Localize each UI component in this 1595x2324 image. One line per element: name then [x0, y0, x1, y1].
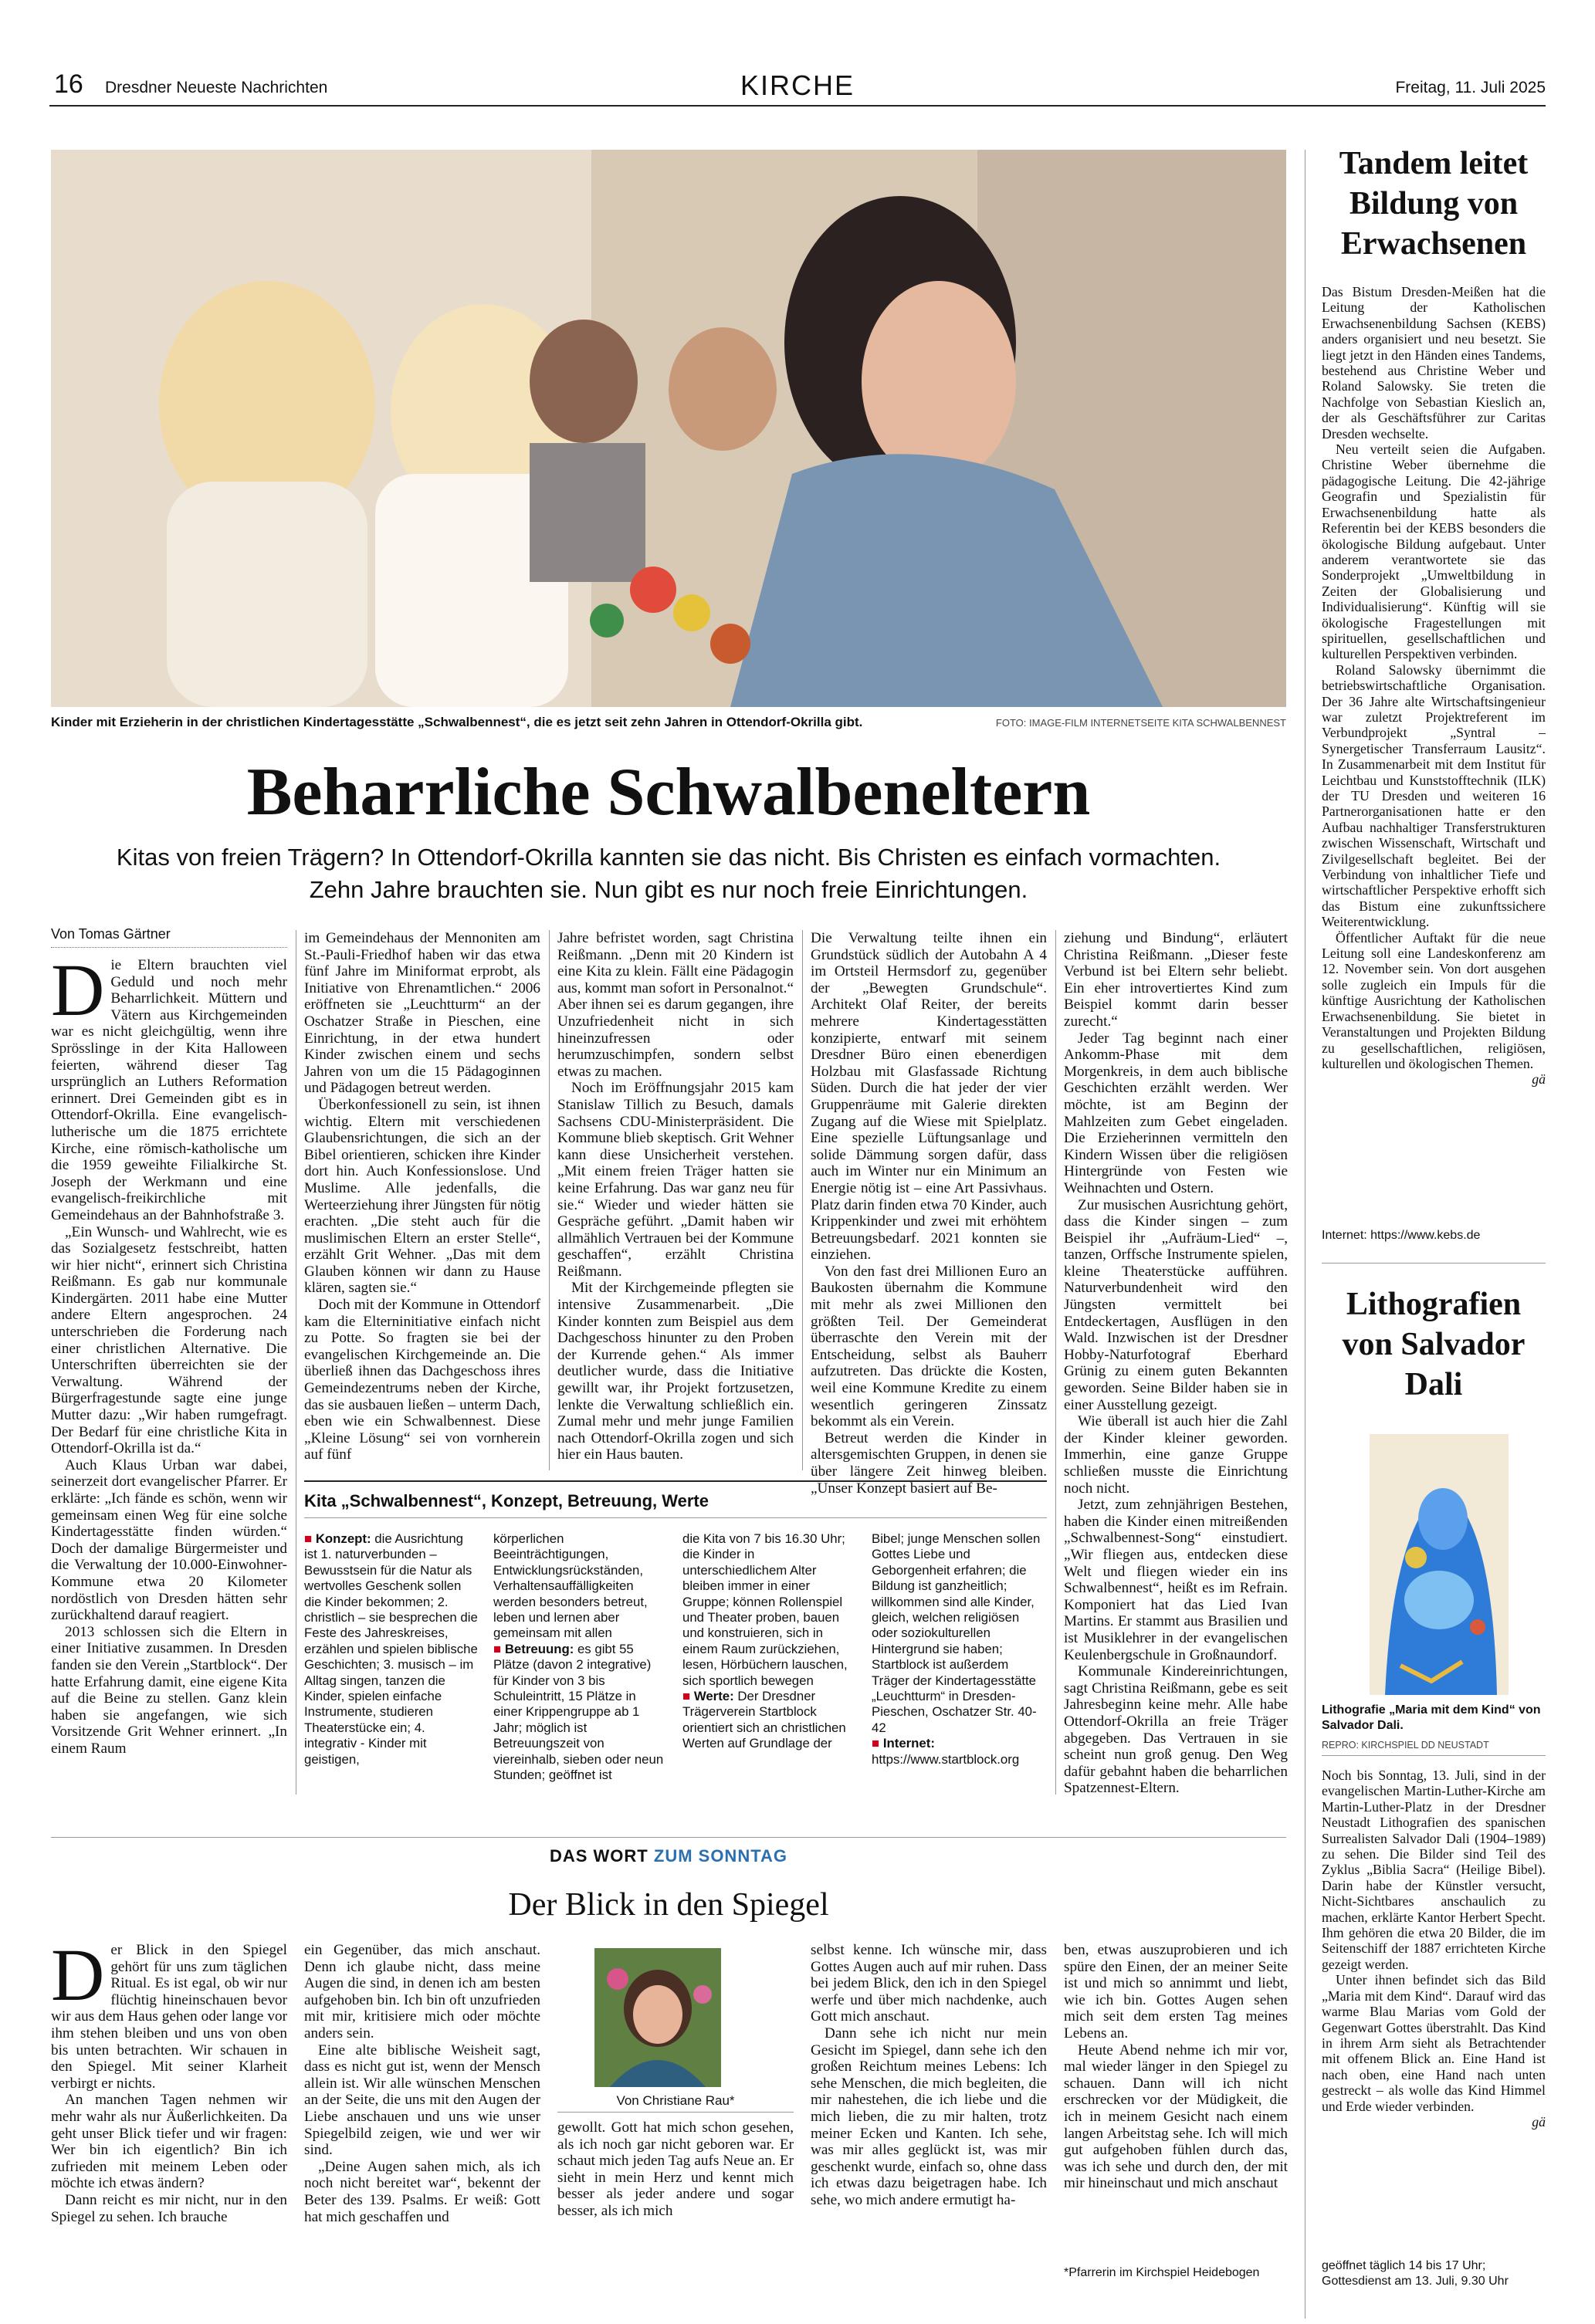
wort-title: Der Blick in den Spiegel [508, 1887, 829, 1923]
section-title: KIRCHE [740, 69, 855, 101]
paragraph: Neu verteilt seien die Aufgaben. Christine Weber übernehme die pädagogische Leitung. Die 42-jährige Geografin und Spezialistin für Erwachsenenbildung hatte als Referentin bei der KEBS besonders die ökologische Bildung aufgebaut. Unter anderem verantwortete sie das Sonderprojekt „Umweltbildung in Zeiten der Globalisierung und Individualisierung“. Künftig will sie ökologische Fragestellungen mit spirituellen, gesellschaftlichen und kulturellen Perspektiven verbinden. [1322, 441, 1546, 662]
paragraph: An manchen Tagen nehmen wir mehr wahr als nur Äußerlichkeiten. Da geht unser Blick tiefer und wir fragen: Wer bin ich eigentlich? Bin ich zufrieden mit meinem Leben oder möchte ich etwas ändern? [51, 2092, 287, 2192]
paragraph: Das Bistum Dresden-Meißen hat die Leitung der Katholischen Erwachsenenbildung Sachsen (KEBS) anders organisiert und neu besetzt. Sie liegt jetzt in den Händen eines Tandems, bestehend aus Christine Weber und Roland Salowsky. Sie treten die Nachfolge von Sebastian Kieslich an, der als Geschäftsführer zur Caritas Dresden wechselte. [1322, 284, 1546, 441]
paragraph: 2013 schlossen sich die Eltern in einer Initiative zusammen. In Dresden fanden sie den Verein „Startblock“. Der hatte Erfahrung damit, eine eigene Kita auf die Beine zu stellen. Ganz klein haben sie angefangen, wie sich Vorsitzende Grit Wehner erinnert. „In einem Raum [51, 1623, 287, 1757]
sidebar-1-title: Tandem leitet Bildung von Erwachsenen [1339, 146, 1529, 262]
column-rule [1055, 930, 1056, 1795]
issue-date: Freitag, 11. Juli 2025 [1395, 79, 1546, 96]
paragraph: Öffentlicher Auftakt für die neue Leitung soll eine Landeskonferenz am 12. November sein. Von dort ausgehen solle zugleich ein Impuls für die künftige Ausrichtung der Katholischen Erwachsenenbildung. Sie bietet in Veranstaltungen und Projekten Bildung zu gesellschaftlichen, religiösen, kulturellen und ökologischen Themen. [1322, 929, 1546, 1071]
paragraph: Die Verwaltung teilte ihnen ein Grundstück südlich der Autobahn A 4 im Ortsteil Hermsdorf zu, gegenüber der „Bewegten Grundschule“. Architekt Olaf Reiter, der bereits mehrere Kindertagesstätten konzipierte, entwarf mit seinem Dresdner Büro einen ebenerdigen Holzbau mit Glasfassade Richtung Süden. Durch die hat jeder der vier Gruppenräume mit Galerie direkten Zugang auf die Wiese mit Spielplatz. Eine spezielle Lüftungsanlage und solide Dämmung sorgen dafür, dass auch im Winter nur ein Minimum an Energie nötig ist – eine Art Passivhaus. Platz darin finden etwa 70 Kinder, auch Krippenkinder und zwei mit erhöhtem Betreuungsbedarf. 2021 konnten sie einziehen. [811, 930, 1047, 1263]
dali-hours: geöffnet täglich 14 bis 17 Uhr; Gottesdienst am 13. Juli, 9.30 Uhr [1322, 2259, 1509, 2288]
paragraph: Auch Klaus Urban war dabei, seinerzeit dort evangelischer Pfarrer. Er erklärte: „Ich fände es schön, wenn wir gemeinsam einen Weg für eine solche Kindertagesstätte finden würden.“ Doch der damalige Bürgermeister und die Verwaltung der 10.000-Einwohner-Kommune etwa 20 Kilometer nordöstlich von Dresden hätten sehr zurückhaltend darauf reagiert. [51, 1456, 287, 1624]
photo-credit: FOTO: IMAGE-FILM INTERNETSEITE KITA SCHWALBENNEST [995, 717, 1286, 729]
article-col-3 [557, 930, 794, 1463]
paragraph: Noch bis Sonntag, 13. Juli, sind in der evangelischen Martin-Luther-Kirche am Martin-Luther-Platz in der Dresdner Neustadt Lithografien des spanischen Surrealisten Salvador Dali (1904–1989) zu sehen. Die Bilder sind Teil des Zyklus „Biblia Sacra“ (Heilige Bibel). Darin habe der Künstler versucht, Nicht-Sichtbares anschaulich zu machen, erklärte Kantor Herbert Specht. Ihm gehören die etwa 20 Bilder, die im Seitenschiff der 1887 errichteten Kirche gezeigt werden. [1322, 1768, 1546, 1972]
article-headline: Beharrliche Schwalbeneltern [246, 755, 1091, 830]
paragraph: „Deine Augen sahen mich, als ich noch nicht bereitet war“, bekennt der Beter des 139. Psalms. Er weiß: Gott hat mich geschaffen und [304, 2158, 540, 2225]
wort-kicker-a: DAS WORT [549, 1846, 654, 1866]
wort-col-1 [51, 1933, 287, 2225]
paragraph: er Blick in den Spiegel gehört für uns zum täglichen Ritual. Es ist egal, ob wir nur flüchtig hineinschauen bevor wir aus dem Haus gehen oder lange vor ihm stehen bleiben und uns von oben bis unten betrachten. Wir schauen in den Spiegel. Mit seiner Klarheit verbirgt er nichts. [51, 1942, 287, 2092]
lithograph-illustration [1370, 1434, 1509, 1695]
paragraph: Von den fast drei Millionen Euro an Baukosten übernahm die Kommune mit mehr als zwei Millionen den größten Teil. Der Gemeinderat überraschte den Verein mit der Entscheidung, selbst als Bauherr aufzutreten. Das drückte die Kosten, weil eine Kommune Kredite zu einem wesentlich geringeren Zinssatz bekommt als ein Verein. [811, 1263, 1047, 1430]
paragraph: Jahre befristet worden, sagt Christina Reißmann. „Denn mit 20 Kindern ist eine Kita zu klein. Fällt eine Pädagogin aus, kommt man sofort in Personalnot.“ Aber ihnen sei es darum gegangen, ihre Unzufriedenheit nicht in sich hineinzufressen oder herumzuschimpfen, sondern selbst etwas zu machen. [557, 930, 794, 1080]
paragraph: Jeder Tag beginnt nach einer Ankomm-Phase mit dem Morgenkreis, in dem auch biblische Geschichten erzählt werden. Wer möchte, ist am Beginn der Mahlzeiten zum Gebet eingeladen. Die Erzieherinnen vermitteln den Kindern Wissen über die religiösen Hintergründe von Festen wie Weihnachten und Ostern. [1064, 1030, 1288, 1196]
paragraph: Dann sehe ich nicht nur mein Gesicht im Spiegel, dann sehe ich den großen Reichtum meines Lebens: Ich sehe Menschen, die mich begleiten, die mir nahestehen, die ich liebe und die mich lieben, die zu mir halten, trotz meiner Ecken und Kanten. Ich sehe, was mir alles geglückt ist, was mir geschenkt wurde, einfach so, ohne dass ich etwas dazu beigetragen habe. Ich sehe, wo mich andere ermutigt ha- [811, 2025, 1047, 2208]
wort-col-2 [304, 1942, 540, 2225]
column-rule [802, 930, 803, 1470]
signature: gä [1532, 2113, 1546, 2129]
paragraph: Roland Salowsky übernimmt die betriebswirtschaftliche Organisation. Der 36 Jahre alte Wirtschaftsingenieur war zuletzt Projektreferent im Verbundprojekt „Syntral – Synergetischer Transferraum Lausitz“. In Zusammenarbeit mit dem Institut für Leichtbau und Kunststofftechnik (ILK) der TU Dresden und weiteren 16 Partnerorganisationen hatte er den Aufbau nachhaltiger Transferstrukturen zwischen Wissenschaft, Wirtschaft und Zivilgesellschaft begleitet. Bei der Verbindung von inhaltlicher Tiefe und wirtschaftlicher Perspektive erhofft sich das Bistum eine zukunftssichere Weiterentwicklung. [1322, 661, 1546, 930]
article-col-1 [51, 949, 287, 1757]
paragraph: Jetzt, zum zehnjährigen Bestehen, haben die Kinder einen mitreißenden „Schwalbennest-Song“ einstudiert. „Wir fliegen aus, entdecken diese Welt und fliegen wieder ein ins Schwalbennest“, heißt es im Refrain. Komponiert hat das Lied Ivan Martins. Er stammt aus Brasilien und ist Musiklehrer in der evangelischen Keulenbergschule in Großnaundorf. [1064, 1497, 1288, 1663]
paragraph: „Ein Wunsch- und Wahlrecht, wie es das Sozialgesetz festschreibt, hatten wir hier nicht“, erinnert sich Christina Reißmann. Es gab nur kommunale Kindergärten. 2011 habe eine Mutter andere Eltern angesprochen. 24 unterschrieben die Forderung nach einer christlichen Alternative. Die Unterschriften überreichten sie der Verwaltung. Während der Bürgerfragestunde sagte eine junge Mutter dazu: „Wir haben rumgefragt. Der Bedarf für eine christliche Kita in Ottendorf-Okrilla ist da.“ [51, 1223, 287, 1457]
article-col-4 [811, 930, 1047, 1497]
dali-lithograph [1370, 1434, 1509, 1695]
paragraph: ziehung und Bindung“, erläutert Christina Reißmann. „Dieser feste Verbund ist bei Eltern sehr beliebt. Ein eher introvertiertes Kind zum Beispiel kommt darin besser zurecht.“ [1064, 930, 1288, 1030]
dali-caption: Lithografie „Maria mit dem Kind“ von Salvador Dali. [1322, 1703, 1541, 1732]
paragraph: Eine alte biblische Weisheit sagt, dass es nicht gut ist, wenn der Mensch allein ist. Wir alle wünschen Menschen an der Seite, die uns mit den Augen der Liebe anschauen und uns wie unser Spiegelbild zeigen, wie und wer wir sind. [304, 2042, 540, 2159]
paragraph: Kommunale Kindereinrichtungen, sagt Christina Reißmann, gebe es seit Jahresbeginn keine mehr. Alle habe Ottendorf-Okrilla an freie Träger abgegeben. Das Vertrauen in sie scheint nun groß genug. Den Weg dafür gebahnt haben die beharrlichen Spatzennest-Eltern. [1064, 1663, 1288, 1797]
wort-kicker-b: ZUM SONNTAG [653, 1846, 788, 1866]
drop-cap: D [51, 949, 105, 1031]
photo-caption: Kinder mit Erzieherin in der christlichen Kindertagesstätte „Schwalbennest“, die es jetzt seit zehn Jahren in Ottendorf-Okrilla gibt. [51, 715, 863, 729]
portrait-illustration [594, 1948, 721, 2087]
paragraph: Wie überall ist auch hier die Zahl der Kinder kleiner geworden. Immerhin, eine ganze Gruppe schließen musste die Einrichtung noch nicht. [1064, 1413, 1288, 1497]
publication-name: Dresdner Neueste Nachrichten [105, 79, 328, 96]
info-col-2: körperlichen Beeinträchtigungen, Entwicklungsrückständen, Verhaltensauffälligkeiten werden besonders betreut, leben und lernen aber gemeinsam mit allen ■ Betreuung: es gibt 55 Plätze (davon 2 integrative) für Kinder von 3 bis Schuleintritt, 15 Plätze in einer Krippengruppe ab 1 Jahr; möglich ist Betreuungszeit von viereinhalb, sieben oder neun Stunden; geöffnet ist [493, 1531, 664, 1783]
info-col-1: ■ Konzept: die Ausrichtung ist 1. naturverbunden – Bewusstsein für die Natur als wertvolles Geschenk sollen die Kinder bekommen; 2. christlich – sie besprechen die Feste des Jahreskreises, erzählen und spielen biblische Geschichten; 3. musisch – im Alltag singen, tanzen die Kinder, spielen einfache Instrumente, studieren Theaterstücke ein; 4. integrativ - Kinder mit geistigen, [304, 1531, 478, 1767]
kita-photo-illustration [51, 150, 1286, 707]
paragraph: ie Eltern brauchten viel Geduld und noch mehr Beharrlichkeit. Müttern und Vätern aus Kirchgemeinden war es nicht gleichgültig, wenn ihre Sprösslinge in der Kita Halloween feierten, während dieser Tag ursprünglich an Luthers Reformation erinnert. Drei Gemeinden gibt es in Ottendorf-Okrilla. Eine evangelisch-lutherische um die 1875 errichtete Kirche, eine römisch-katholische um die 1959 geweihte Filialkirche St. Joseph der Werkmann und eine evangelisch-freikirchliche mit Gemeindehaus an der Bahnhofstraße 3. [51, 957, 287, 1223]
wort-footnote: *Pfarrerin im Kirchspiel Heidebogen [1064, 2266, 1260, 2279]
page-number: 16 [54, 69, 83, 99]
article-col-2 [304, 930, 540, 1463]
sidebar-1-internet: Internet: https://www.kebs.de [1322, 1229, 1481, 1242]
paragraph: im Gemeindehaus der Mennoniten am St.-Pauli-Friedhof haben wir das etwa fünf Jahre im Miniformat erprobt, als Initiative von Ehrenamtlichen.“ 2006 eröffneten sie „Leuchtturm“ an der Oschatzer Straße in Pieschen, eine Einrichtung, in der etwa hundert Kinder zwischen einem und sechs Jahren von um die 15 Pädagoginnen und Pädagogen betreut werden. [304, 930, 540, 1097]
paragraph: gewollt. Gott hat mich schon gesehen, als ich noch gar nicht geboren war. Er schaut mich jeden Tag aufs Neue an. Er sieht in mein Herz und kennt mich besser als jeder andere und sogar besser, als ich mich [557, 2119, 794, 2219]
wort-col-5 [1064, 1942, 1288, 2192]
info-box-title: Kita „Schwalbennest“, Konzept, Betreuung, Werte [304, 1482, 1047, 1518]
paragraph: Überkonfessionell zu sein, ist ihnen wichtig. Eltern mit verschiedenen Glaubensrichtungen, die sich an der Bibel orientieren, schicken ihre Kinder dort hin. Auch Konfessionslose. Und Muslime. Alle jedenfalls, die Werteerziehung ihrer Jüngsten für nötig erachten. „Die steht auch für die muslimischen Eltern an erster Stelle“, erzählt Grit Wehner. „Das mit dem Glauben können wir dann zu Hause klären, sagten sie.“ [304, 1096, 540, 1297]
info-col-4: Bibel; junge Menschen sollen Gottes Liebe und Geborgenheit erfahren; die Bildung ist ganzheitlich; willkommen sind alle Kinder, gleich, welchen religiösen oder soziokulturellen Hintergrund sie haben; Startblock ist außerdem Träger der Kindertagesstätte „Leuchtturm“ in Dresden-Pieschen, Oschatzer Str. 40-42 ■ Internet: https://www.startblock.org [872, 1531, 1041, 1767]
paragraph: selbst kenne. Ich wünsche mir, dass Gottes Augen auch auf mir ruhen. Dass bei jedem Blick, den ich in den Spiegel werfe und über mich nachdenke, auch Gott mich anschaut. [811, 1942, 1047, 2025]
kita-photo [51, 150, 1286, 707]
paragraph: Zur musischen Ausrichtung gehört, dass die Kinder singen – zum Beispiel ihr „Aufräum-Lied“ –, tanzen, Orffsche Instrumente spielen, kleine Theaterstücke aufführen. Naturverbundenheit wird den Jüngsten vermittelt bei Entdeckertagen, Ausflügen in den Wald. Inzwischen ist der Dresdner Hobby-Naturfotograf Eberhard Grünig zu einem guten Bekannten geworden. Seine Bilder haben sie in einer Ausstellung gezeigt. [1064, 1196, 1288, 1413]
wort-col-4 [811, 1942, 1047, 2209]
drop-cap: D [51, 1933, 105, 2016]
wort-author: Von Christiane Rau* [557, 2093, 794, 2113]
paragraph: Unter ihnen befindet sich das Bild „Maria mit dem Kind“. Darauf wird das warme Blau Marias vom Gold der Gegenwart Gottes überstrahlt. Das Kind in ihrem Arm sieht als Betrachtender mit offenem Blick an. Eine Hand ist nach oben, eine Hand nach unten gestreckt – als wolle das Kind Himmel und Erde wieder verbinden. [1322, 1972, 1546, 2114]
column-rule [549, 930, 550, 1470]
author-portrait [594, 1948, 721, 2087]
sidebar-2-text [1322, 1768, 1546, 2129]
wort-col-3 [557, 2119, 794, 2220]
dali-credit: REPRO: KIRCHSPIEL DD NEUSTADT [1322, 1740, 1546, 1756]
article-deck: Kitas von freien Trägern? In Ottendorf-Okrilla kannten sie das nicht. Bis Christen es einfach vormachten. Zehn Jahre brauchten sie. Nun gibt es nur noch freie Einrichtungen. [116, 844, 1221, 903]
sidebar-1-text [1322, 284, 1546, 1088]
signature: gä [1532, 1071, 1546, 1088]
info-box [304, 1480, 1047, 1797]
article-col-5 [1064, 930, 1288, 1797]
page-header [49, 69, 1546, 107]
paragraph: Noch im Eröffnungsjahr 2015 kam Stanislaw Tillich zu Besuch, damals Sachsens CDU-Ministerpräsident. Die Kommune blieb skeptisch. Grit Wehner kann diese Unsicherheit verstehen. „Mit einem freien Träger hatten sie keine Erfahrung. Das war ganz neu für sie.“ Wieder und wieder hätten sie Gespräche geführt. „Damit haben wir allmählich Vertrauen bei der Kommune geschaffen“, erzählt Christina Reißmann. [557, 1080, 794, 1280]
paragraph: Doch mit der Kommune in Ottendorf kam die Elterninitiative einfach nicht zu Potte. So fragten sie bei der evangelischen Kirchgemeinde an. Die überließ ihnen das Dachgeschoss ihres Gemeindezentrums neben der Kirche, das sie ausbauen ließen – unterm Dach, eben wie ein Schwalbennest. Diese „Kleine Lösung“ sei von vornherein auf fünf [304, 1297, 540, 1463]
wort-divider [51, 1837, 1286, 1838]
paragraph: ben, etwas auszuprobieren und ich spüre den Einen, der an meiner Seite ist und mich so annimmt und liebt, wie ich bin. Gottes Augen sehen mich seit dem ersten Tag meines Lebens an. [1064, 1942, 1288, 2042]
byline: Von Tomas Gärtner [51, 926, 287, 948]
sidebar-2-title: Lithografien von Salvador Dali [1342, 1287, 1526, 1402]
info-col-3: die Kita von 7 bis 16.30 Uhr; die Kinder in unterschiedlichem Alter bleiben immer in einer Gruppe; können Rollenspiel und Theater proben, bauen und konstruieren, sich in einem Raum zurückziehen, lesen, Hörbüchern lauschen, sich sportlich bewegen ■ Werte: Der Dresdner Trägerverein Startblock orientiert sich an christlichen Werten auf Grundlage der [682, 1531, 848, 1751]
paragraph: Mit der Kirchgemeinde pflegten sie intensive Zusammenarbeit. „Die Kinder konnten zum Beispiel aus dem Dachgeschoss hinunter zu den Proben der Kurrende gehen.“ Als immer deutlicher wurde, dass die Initiative gewillt war, ihr Projekt fortzusetzen, lenkte die Verwaltung schließlich ein. Zumal mehr und mehr junge Familien nach Ottendorf-Okrilla zogen und sich hier ein Haus bauten. [557, 1280, 794, 1463]
paragraph: Betreut werden die Kinder in altersgemischten Gruppen, in denen sie über längere Zeit hinweg bleiben. „Unser Konzept basiert auf Be- [811, 1429, 1047, 1497]
paragraph: Dann reicht es mir nicht, nur in den Spiegel zu sehen. Ich brauche [51, 2191, 287, 2225]
paragraph: Heute Abend nehme ich mir vor, mal wieder länger in den Spiegel zu schauen. Dann will ich nicht erschrecken vor der Müdigkeit, die ich in meinem Gesicht nach einem langen Arbeitstag sehe. Ich will mich gut aufgehoben fühlen durch das, was ich sehe und durch den, der mit mir hineinschaut und mich anschaut [1064, 2042, 1288, 2192]
paragraph: ein Gegenüber, das mich anschaut. Denn ich glaube nicht, dass meine Augen die sind, in denen ich am besten aufgehoben bin. Ich bin oft unzufrieden mit mir, kritisiere mich oder möchte anders sein. [304, 1942, 540, 2042]
wort-kicker [51, 1846, 1286, 1866]
